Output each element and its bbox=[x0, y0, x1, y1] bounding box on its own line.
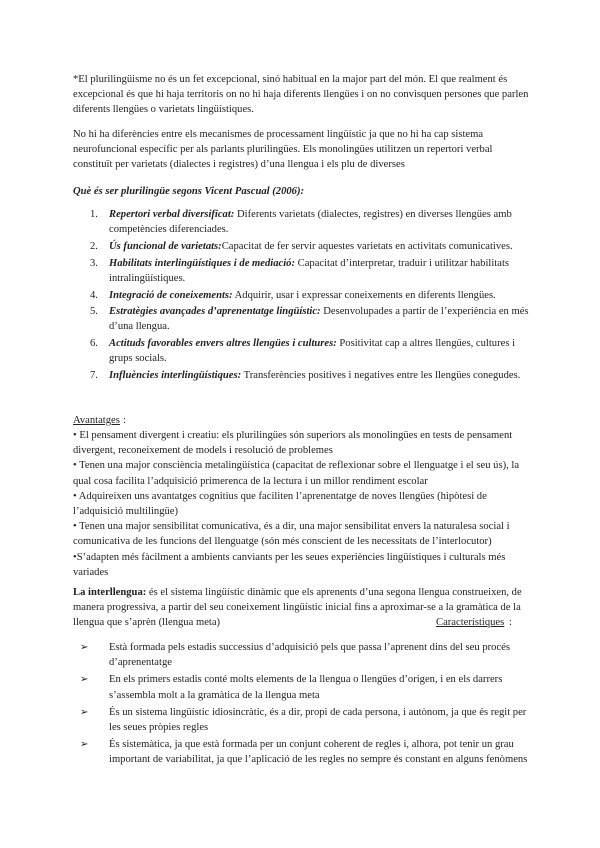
advantages-colon: : bbox=[123, 415, 126, 426]
list-item: ➢ És un sistema lingüístic idiosincràtic, és a dir, propi de cada persona, i autònom, ja que és regit per les seues pròpies regles bbox=[80, 706, 527, 734]
list-item: 4. Integració de coneixements: Adquirir, usar i expressar coneixements en diferents llengües. bbox=[90, 289, 496, 301]
list-item: ➢ És sistemàtica, ja que està formada per un conjunt coherent de regles i, alhora, pot tenir un grau important de variabilitat, ja que l’aplicació de les regles no sempre és constant en alguns fenòmens bbox=[80, 739, 528, 766]
list-item: 3. Habilitats interlingüístiques i de mediació: Capacitat d’interpretar, traduir i utilitzar habilitats intralingüístiques. bbox=[90, 257, 510, 284]
interlanguage-definition: és el sistema lingüístic dinàmic que els aprenents d’una segona llengua construeixen, de manera progressiva, a partir del seu coneixement lingüístic inicial fins a aproximar-se a la gramàtica de la llengua que s’aprèn (llengua meta) bbox=[73, 587, 522, 629]
paragraph-plurilingualism: *El plurilingüisme no és un fet excepcional, sinó habitual en la major part del món. El que realment és excepcional és que hi haja territoris on no hi haja diferents llengües i on no convisquen persones que parlen diferents llengües o varietats lingüístiques. bbox=[73, 74, 529, 116]
list-item: • Adquireixen uns avantatges cognitius que faciliten l’aprenentatge de noves llengües (hipòtesi de l’adquisició multilingüe) bbox=[73, 490, 487, 518]
advantages-list bbox=[73, 428, 533, 580]
characteristics-colon: : bbox=[509, 617, 512, 628]
list-item: 7. Influències interlingüístiques: Transferències positives i negatives entre les llengües conegudes. bbox=[90, 370, 521, 382]
list-item: ➢ En els primers estadis conté molts elements de la llengua o llengües d’origen, i en els darrers s’assembla molt a la gramàtica de la llengua meta bbox=[80, 674, 503, 701]
arrow-bullet-icon: ➢ bbox=[80, 642, 89, 653]
characteristics-label: Característiques bbox=[436, 617, 505, 628]
list-item: • Tenen una major consciència metalingüística (capacitat de reflexionar sobre el llenguatge i el seu ús), la qual cosa facilita l’adquisició primerenca de la lectura i un millor rendiment escolar bbox=[73, 460, 520, 487]
list-item: ➢ Està formada pels estadis successius d’adquisició pels que passa l’aprenent dins del seu procés d’aprenentatge bbox=[80, 642, 510, 669]
advantages-title: Avantatges bbox=[73, 415, 120, 426]
list-item: • Tenen una major sensibilitat comunicativa, és a dir, una major sensibilitat envers la naturalesa social i comunicativa de les funcions del llenguatge (són més conscient de les necessitats de l’interlocutor) bbox=[73, 521, 510, 548]
list-item: 2. Ús funcional de varietats:Capacitat de fer servir aquestes varietats en activitats comunicatives. bbox=[90, 240, 513, 252]
arrow-bullet-icon: ➢ bbox=[80, 674, 89, 686]
numbered-list bbox=[73, 207, 533, 385]
arrow-bullet-icon: ➢ bbox=[80, 739, 89, 751]
interlanguage-paragraph bbox=[73, 585, 533, 631]
section-heading: Què és ser plurilingüe segons Vicent Pascual (2006): bbox=[73, 186, 305, 197]
list-item: • El pensament divergent i creatiu: els plurilingües són superiors als monolingües en tests de pensament divergent, reconeixement de models i resolució de problemes bbox=[73, 430, 513, 457]
list-item: 5. Estratègies avançades d’aprenentatge lingüístic: Desenvolupades a partir de l’experiència en més d’una llengua. bbox=[90, 306, 529, 333]
list-item: •S’adapten més fàcilment a ambients canviants per les seues experiències lingüístiques i culturals més variades bbox=[73, 551, 506, 578]
arrow-bullet-icon: ➢ bbox=[80, 706, 89, 718]
paragraph-processing: No hi ha diferències entre els mecanismes de processament lingüístic ja que no hi ha cap sistema neurofuncional específic per als parlants plurilingües. Els monolingües utilitzen un repertori verbal constituït per varietats (dialectes i registres) d’una llengua i els plu de diverses bbox=[73, 129, 493, 171]
list-item: 6. Actituds favorables envers altres llengües i cultures: Positivitat cap a altres llengües, cultures i grups socials. bbox=[90, 338, 516, 365]
characteristics-list bbox=[73, 640, 533, 770]
list-item: 1. Repertori verbal diversificat: Diferents varietats (dialectes, registres) en diverses llengües amb competències diferenciades. bbox=[90, 209, 512, 236]
interlanguage-term: La interllengua: bbox=[73, 587, 147, 598]
